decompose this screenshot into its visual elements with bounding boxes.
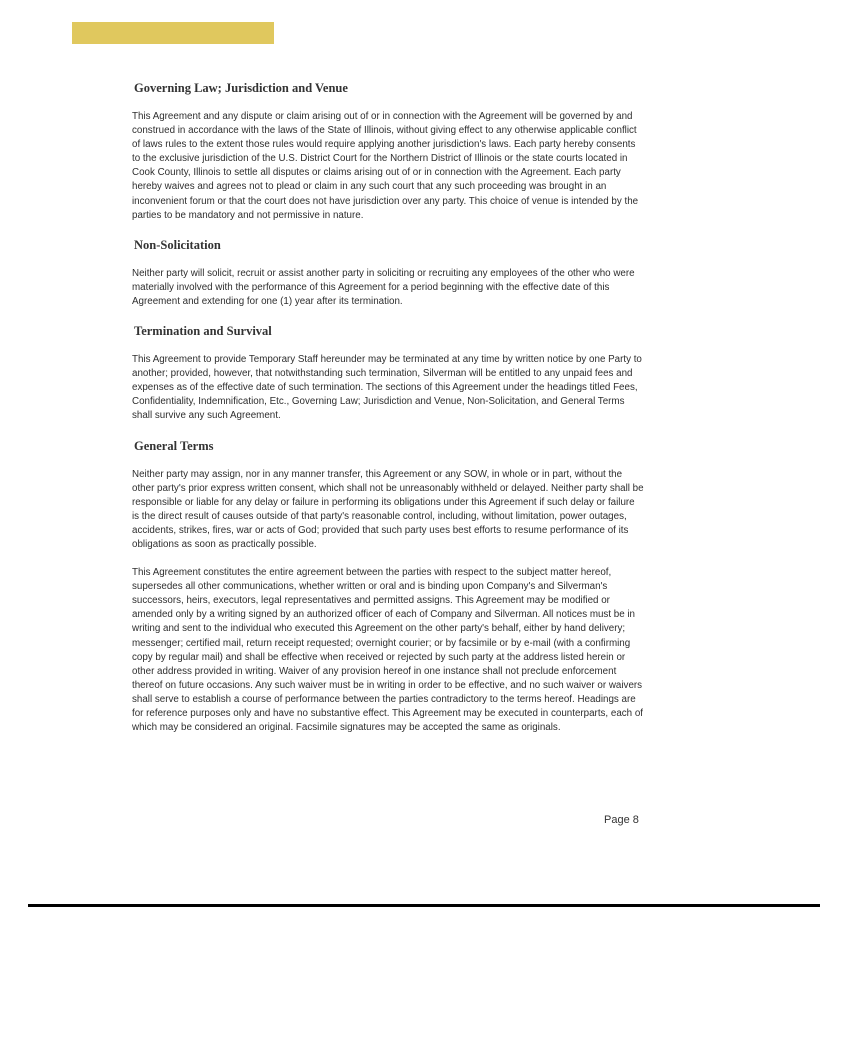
- section-paragraph: This Agreement and any dispute or claim arising out of or in connection with the Agreement will be governed by and construed in accordance with the laws of the State of Illinois, without giving effect to any otherwise applicable conflict of laws rules to the extent those rules would require applying another jurisdiction's laws. Each party hereby consents to the exclusive jurisdiction of the U.S. District Court for the Northern District of Illinois or the state courts located in Cook County, Illinois to settle all disputes or claims arising out of or in connection with the Agreement. Each party hereby waives and agrees not to plead or claim in any such court that any such proceeding was brought in an inconvenient forum or that the court does not have jurisdiction over any party. This choice of venue is intended by the parties to be mandatory and not permissive in nature.: [132, 111, 639, 221]
- section-non-solicitation: [132, 237, 644, 309]
- document-page: [132, 80, 644, 749]
- section-paragraph: Neither party will solicit, recruit or assist another party in soliciting or recruiting any employees of the other who were materially involved with the performance of this Agreement for a period beginning with the effective date of this Agreement and extending for one (1) year after its termination.: [132, 267, 635, 307]
- section-general-terms: [132, 438, 644, 736]
- divider: [28, 904, 820, 907]
- section-heading: Termination and Survival: [134, 324, 272, 339]
- section-paragraph: This Agreement constitutes the entire agreement between the parties with respect to the subject matter hereof, supersedes all other communications, whether written or oral and is binding upon Company's and Silverman's successors, heirs, executors, legal representatives and permitted assigns. This Agreement may be modified or amended only by a writing signed by an authorized officer of each of Company and Silverman. All notices must be in writing and sent to the individual who executed this Agreement on the other party's behalf, either by hand delivery; messenger; certified mail, return receipt requested; overnight courier; or by facsimile or by e-mail (with a confirming copy by regular mail) and shall be effective when received or rejected by such party at the address listed herein or other address provided in writing. Waiver of any provision hereof in one instance shall not preclude enforcement thereof on future occasions. Any such waiver must be in writing in order to be effective, and no such waiver or waivers shall serve to establish a course of performance between the parties contradictory to the terms hereof. Headings are for reference purposes only and have no substantive effect. This Agreement may be executed in counterparts, each of which may be considered an original. Facsimile signatures may be accepted the same as originals.: [132, 567, 644, 734]
- section-heading: Non-Solicitation: [134, 237, 221, 252]
- section-governing-law: [132, 80, 644, 223]
- highlight-bar: [72, 22, 274, 44]
- section-paragraph: This Agreement to provide Temporary Staff hereunder may be terminated at any time by written notice by one Party to another; provided, however, that notwithstanding such termination, Silverman will be entitled to any unpaid fees and expenses as of the effective date of such termination. The sections of this Agreement under the headings titled Fees, Confidentiality, Indemnification, Etc., Governing Law; Jurisdiction and Venue, Non-Solicitation, and General Terms shall survive any such Agreement.: [132, 354, 642, 422]
- section-termination: [132, 323, 644, 423]
- section-heading: General Terms: [134, 438, 214, 453]
- section-paragraph: Neither party may assign, nor in any manner transfer, this Agreement or any SOW, in whole or in part, without the other party's prior express written consent, which shall not be unreasonably withheld or delayed. Neither party shall be responsible or liable for any delay or failure in performing its obligations under this Agreement if such delay or failure is the direct result of causes outside of that party's reasonable control, including, without limitation, power outages, accidents, strikes, fires, war or acts of God; provided that such party uses best efforts to resume performance of its obligations as soon as practically possible.: [132, 468, 644, 550]
- page-number: Page 8: [604, 814, 639, 826]
- section-heading: Governing Law; Jurisdiction and Venue: [134, 81, 348, 95]
